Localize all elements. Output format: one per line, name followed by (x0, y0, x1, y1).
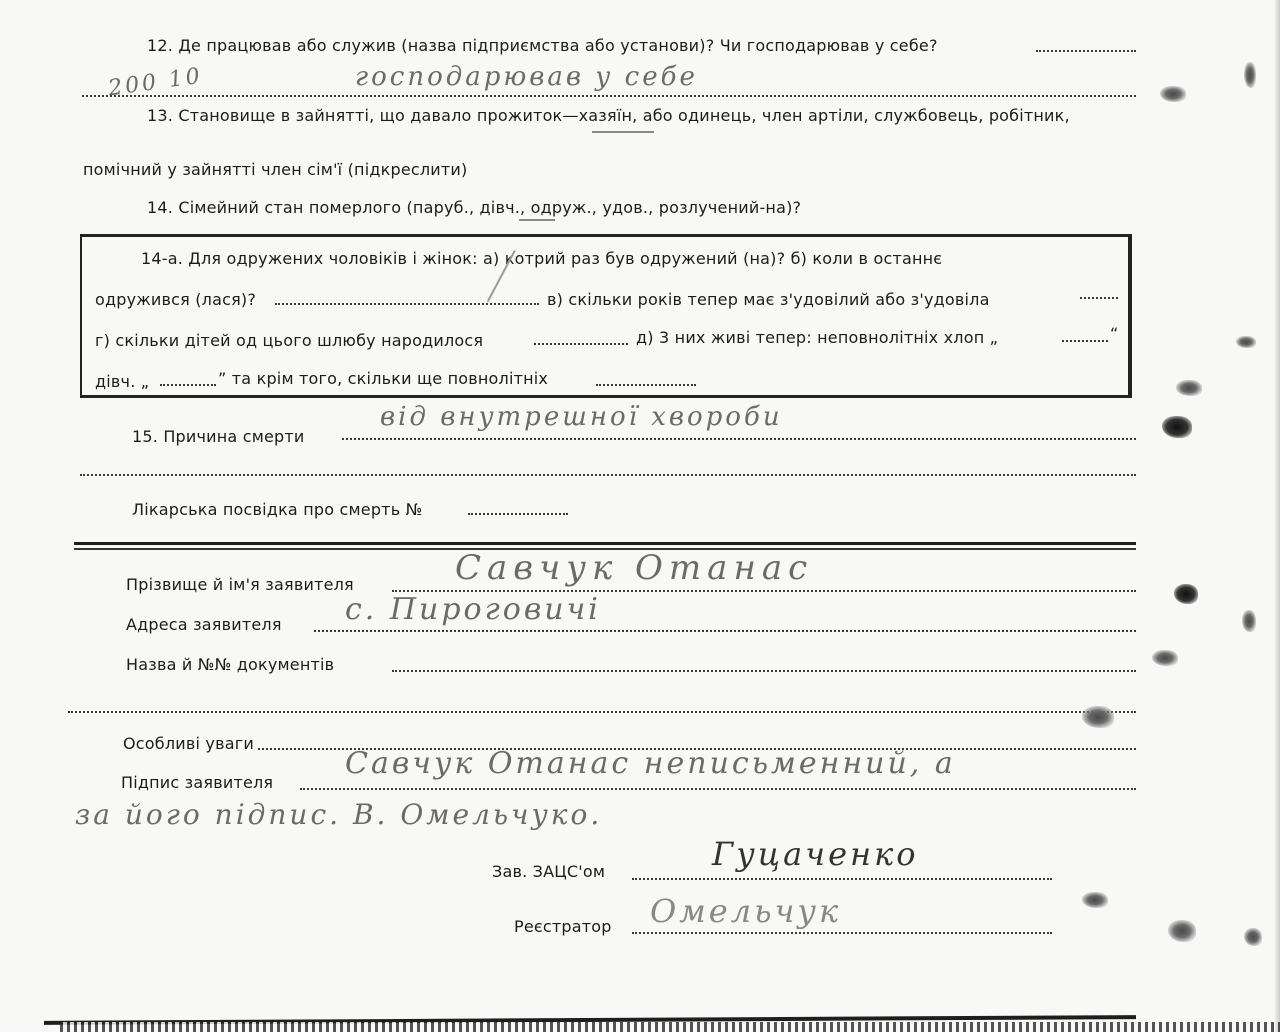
applicant-signature-field (300, 788, 1136, 790)
applicant-signature-label: Підпис заявителя (121, 773, 274, 792)
ink-blot (1152, 650, 1178, 666)
q15-fill-line-1 (342, 438, 1136, 440)
zags-head-label: Зав. ЗАЦС'ом (492, 862, 606, 881)
q14a-fill-girls (160, 384, 216, 386)
documents-field (392, 670, 1136, 672)
ink-blot (1242, 610, 1256, 632)
q13-underline-hazyain (592, 131, 654, 133)
torn-bottom-edge (60, 1022, 1280, 1032)
ink-blot (1236, 336, 1256, 348)
q14-underline-divch (519, 219, 555, 221)
applicant-name-label: Прізвище й ім'я заявителя (126, 575, 354, 594)
special-notes-label: Особливі уваги (123, 734, 254, 753)
q12-label: 12. Де працював або служив (назва підприємства або установи)? Чи господарював у себе? (147, 36, 938, 55)
q14a-fill-adults (596, 384, 696, 386)
q14a-line2b: в) скільки років тепер має з'удовілий або з'удовіла (547, 290, 990, 309)
ink-blot (1176, 380, 1202, 396)
q14a-line4b: ” та крім того, скільки ще повнолітніх (218, 369, 549, 388)
applicant-signature-value-line2: за його підпис. В. Омельчуко. (75, 798, 603, 831)
q14-label: 14. Сімейний стан померлого (паруб., дівч., одруж., удов., розлучений-на)? (147, 198, 802, 217)
medical-certificate-label: Лікарська посвідка про смерть № (132, 500, 423, 519)
applicant-address-value: с. Пироговичі (345, 592, 601, 627)
zags-head-signature-field (632, 878, 1052, 880)
registrar-signature-field (632, 932, 1052, 934)
q12-fill-line-1 (1036, 50, 1136, 52)
q15-label: 15. Причина смерти (132, 427, 305, 446)
q14a-line4a: дівч. „ (95, 372, 150, 391)
q14a-fill-boys (1062, 340, 1108, 342)
q12-margin-note: 200 10 (106, 63, 205, 102)
applicant-name-value: Савчук Отанас (455, 548, 814, 588)
ink-blot (1160, 86, 1186, 102)
q14a-line3a: г) скільки дітей од цього шлюбу народилося (95, 331, 484, 350)
section-divider-thick (74, 542, 1136, 545)
applicant-address-field (314, 630, 1136, 632)
registrar-label: Реєстратор (514, 917, 612, 936)
q14a-line1: 14-а. Для одружених чоловіків і жінок: а) котрий раз був одружений (на)? б) коли в останнє (141, 249, 943, 268)
q15-answer: від внутрешної хвороби (380, 402, 783, 432)
q14a-line3c: “ (1110, 324, 1119, 343)
ink-blot (1082, 892, 1108, 908)
ink-blot (1082, 706, 1114, 728)
ink-blot (1168, 920, 1196, 942)
q15-fill-line-2 (80, 474, 1136, 476)
q14a-line3b: д) 3 них живі тепер: неповнолітніх хлоп „ (636, 328, 999, 347)
ink-blot (1174, 584, 1198, 604)
ink-blot (1162, 416, 1192, 438)
ink-blot (1244, 62, 1256, 88)
medical-certificate-number-field (468, 513, 568, 515)
documents-field-line-2 (68, 711, 1136, 713)
applicant-signature-value-line1: Савчук Отанас неписьменний, а (345, 746, 956, 781)
q13-label-line2: помічний у зайнятті член сім'ї (підкреслити) (83, 160, 468, 179)
zags-head-signature: Гуцаченко (712, 835, 919, 873)
applicant-address-label: Адреса заявителя (126, 615, 282, 634)
q12-answer: господарював у себе (355, 62, 698, 92)
q12-fill-line-2 (82, 95, 1136, 97)
q14a-fill-b (275, 303, 539, 305)
q13-label-line1: 13. Становище в зайнятті, що давало прожиток—хазяїн, або одинець, член артіли, службовець, робітник, (147, 106, 1070, 125)
documents-label: Назва й №№ документів (126, 655, 335, 674)
ink-blot (1244, 928, 1262, 946)
registrar-signature: Омельчук (650, 892, 842, 930)
page-edge-shadow (1274, 0, 1280, 1032)
q14a-fill-d (534, 343, 628, 345)
q14a-fill-c (1080, 297, 1118, 299)
q14a-line2a: одружився (лася)? (95, 290, 257, 309)
